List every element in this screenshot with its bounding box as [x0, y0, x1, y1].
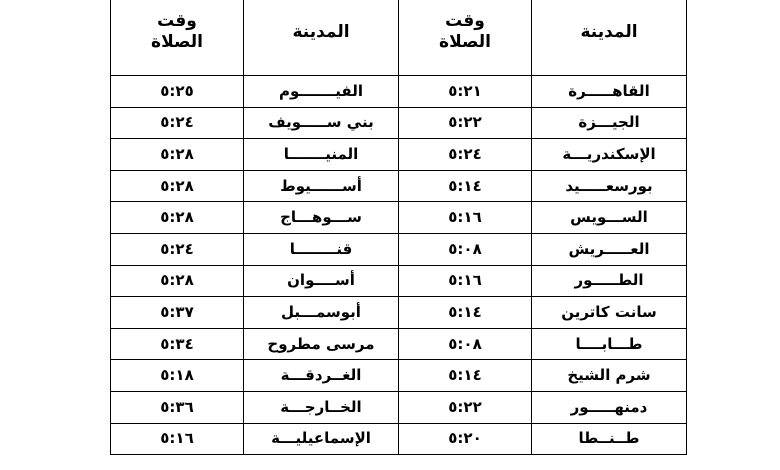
header-time-line1: وقت	[445, 10, 485, 31]
time-cell-text: ٥:٢٨	[160, 208, 194, 227]
time-cell	[399, 360, 532, 392]
time-cell	[399, 202, 532, 234]
header-city-left: المدينة	[244, 0, 399, 76]
city-cell	[244, 328, 399, 360]
header-time-line2: الصلاة	[151, 32, 203, 52]
header-time-line1: وقت	[157, 10, 197, 31]
table-row	[111, 233, 687, 265]
city-cell	[244, 233, 399, 265]
city-cell	[244, 76, 399, 108]
city-cell-text: ســـوهـــاج	[280, 208, 362, 227]
city-cell	[532, 297, 687, 329]
time-cell-text: ٥:١٨	[160, 366, 194, 385]
city-cell-text: الســـويس	[570, 208, 648, 227]
time-cell	[111, 423, 244, 455]
city-cell-text: الطـــــور	[574, 271, 644, 290]
time-cell	[399, 328, 532, 360]
time-cell	[111, 170, 244, 202]
city-cell-text: الفيـــــــوم	[279, 81, 363, 100]
time-cell	[399, 107, 532, 139]
city-cell	[532, 202, 687, 234]
time-cell-text: ٥:٣٦	[160, 397, 194, 416]
city-cell	[244, 423, 399, 455]
time-cell	[399, 76, 532, 108]
time-cell-text: ٥:٢٨	[160, 271, 194, 290]
city-cell-text: المنيـــــــا	[283, 144, 359, 163]
time-cell	[111, 265, 244, 297]
city-cell-text: سانت كاترين	[561, 302, 657, 321]
city-cell	[244, 265, 399, 297]
table-row	[111, 265, 687, 297]
city-cell-text: طــنــطا	[578, 429, 640, 448]
time-cell	[111, 233, 244, 265]
table-row	[111, 391, 687, 423]
time-cell	[111, 328, 244, 360]
city-cell	[532, 139, 687, 171]
table-row	[111, 360, 687, 392]
city-cell-text: قنــــــــا	[289, 239, 353, 258]
time-cell-text: ٥:٠٨	[448, 334, 482, 353]
time-cell	[111, 297, 244, 329]
city-cell	[532, 107, 687, 139]
table-row	[111, 139, 687, 171]
city-cell	[532, 233, 687, 265]
time-cell-text: ٥:٢٤	[160, 239, 194, 258]
table-row	[111, 202, 687, 234]
time-cell-text: ٥:٢٤	[160, 113, 194, 132]
city-cell-text: أبوسمـــبل	[281, 302, 361, 321]
time-cell	[111, 139, 244, 171]
time-cell-text: ٥:٢٨	[160, 176, 194, 195]
time-cell	[111, 202, 244, 234]
time-cell	[399, 423, 532, 455]
time-cell-text: ٥:٢٢	[448, 397, 482, 416]
city-cell-text: شرم الشيخ	[567, 366, 651, 385]
table-row	[111, 297, 687, 329]
time-cell-text: ٥:٠٨	[448, 239, 482, 258]
time-cell-text: ٥:١٤	[448, 366, 482, 385]
city-cell	[244, 297, 399, 329]
header-time-left	[111, 0, 244, 76]
table-row	[111, 107, 687, 139]
city-cell	[532, 76, 687, 108]
city-cell-text: مرسى مطروح	[267, 334, 375, 353]
time-cell	[399, 139, 532, 171]
time-cell-text: ٥:٢٢	[448, 113, 482, 132]
city-cell	[532, 391, 687, 423]
time-cell-text: ٥:١٦	[448, 208, 482, 227]
city-cell-text: الجيـــزة	[578, 113, 640, 132]
city-cell	[244, 170, 399, 202]
city-cell-text: الغــردقـــة	[280, 366, 362, 385]
city-cell	[244, 202, 399, 234]
time-cell-text: ٥:١٤	[448, 302, 482, 321]
city-cell	[532, 423, 687, 455]
city-cell-text: القاهـــــرة	[568, 81, 650, 100]
table-header-row	[111, 0, 687, 76]
time-cell	[399, 265, 532, 297]
city-cell-text: بني ســـــويف	[268, 113, 374, 132]
city-cell-text: أســــوان	[287, 271, 355, 290]
time-cell	[399, 233, 532, 265]
city-cell	[532, 328, 687, 360]
time-cell-text: ٥:٢١	[448, 81, 482, 100]
city-cell-text: الإسكندريـــة	[562, 144, 656, 163]
time-cell-text: ٥:١٤	[448, 176, 482, 195]
header-time-line2: الصلاة	[439, 32, 491, 52]
time-cell-text: ٥:١٦	[448, 271, 482, 290]
city-cell-text: طـــابــــا	[575, 334, 643, 353]
city-cell	[532, 265, 687, 297]
city-cell	[244, 360, 399, 392]
time-cell-text: ٥:٢٥	[160, 81, 194, 100]
city-cell-text: العـــــريش	[568, 239, 650, 258]
city-cell	[532, 170, 687, 202]
time-cell-text: ٥:٢٠	[448, 429, 482, 448]
city-cell	[244, 391, 399, 423]
time-cell-text: ٥:٢٤	[448, 144, 482, 163]
table-body	[111, 76, 687, 455]
time-cell	[111, 107, 244, 139]
table-row	[111, 328, 687, 360]
time-cell	[111, 360, 244, 392]
city-cell-text: الإسماعيليـــة	[271, 429, 371, 448]
time-cell	[399, 170, 532, 202]
city-cell	[244, 107, 399, 139]
time-cell	[399, 391, 532, 423]
city-cell	[244, 139, 399, 171]
time-cell-text: ٥:١٦	[160, 429, 194, 448]
time-cell	[111, 76, 244, 108]
prayer-times-table	[110, 0, 687, 455]
table-row	[111, 76, 687, 108]
time-cell-text: ٥:٣٤	[160, 334, 194, 353]
table-row	[111, 170, 687, 202]
time-cell	[111, 391, 244, 423]
city-cell-text: بورسعـــــيد	[565, 176, 653, 195]
city-cell-text: أســــــيوط	[280, 176, 362, 195]
city-cell	[532, 360, 687, 392]
table-row	[111, 423, 687, 455]
time-cell	[399, 297, 532, 329]
header-time-right	[399, 0, 532, 76]
city-cell-text: الخــارجـــة	[280, 397, 362, 416]
header-city-right: المدينة	[532, 0, 687, 76]
city-cell-text: دمنهـــــور	[570, 397, 648, 416]
time-cell-text: ٥:٣٧	[160, 302, 194, 321]
time-cell-text: ٥:٢٨	[160, 144, 194, 163]
